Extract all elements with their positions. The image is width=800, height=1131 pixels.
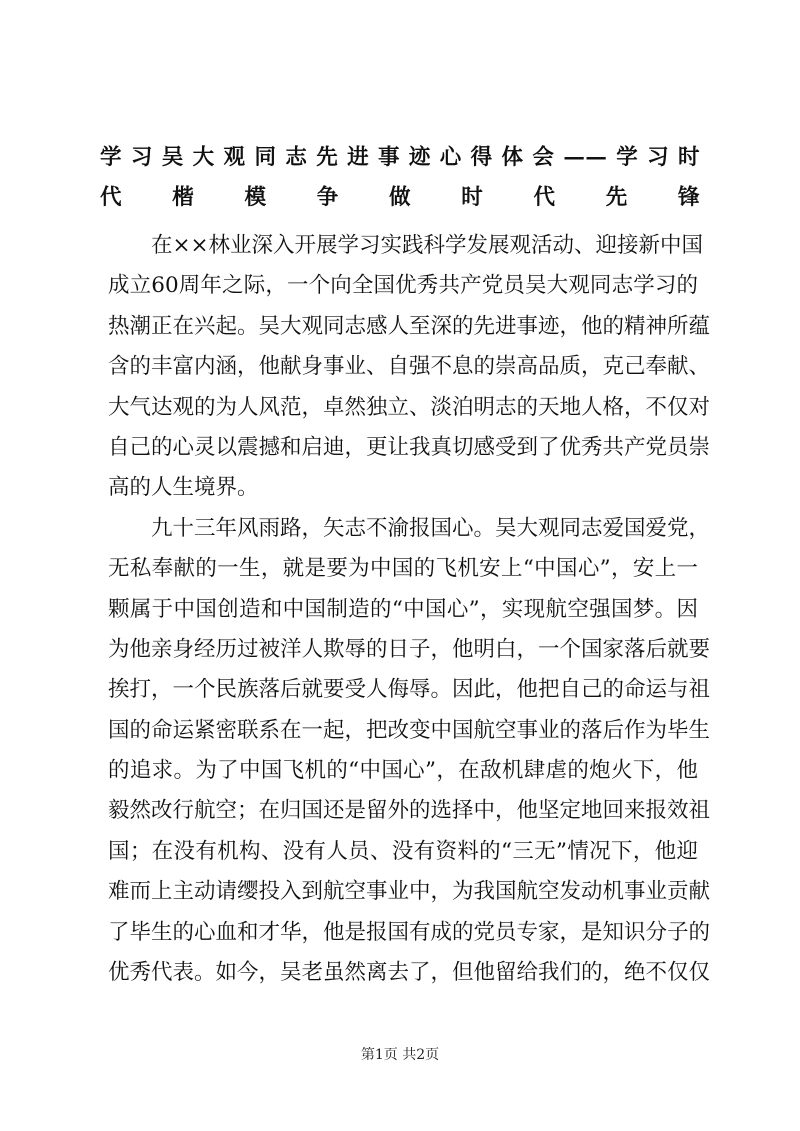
text-line: 高的人生境界。	[108, 475, 259, 501]
text-line: 含的丰富内涵，他献身事业、自强不息的崇高品质，克己奉献、	[108, 354, 711, 380]
page-footer: 第1页 共2页	[360, 1047, 440, 1063]
text-line: 难而上主动请缨投入到航空事业中，为我国航空发动机事业贡献	[108, 879, 711, 905]
paragraph-1	[108, 226, 711, 509]
text-line: 颗属于中国创造和中国制造的“中国心”，实现航空强国梦。因	[108, 596, 698, 622]
document-title	[100, 138, 700, 219]
text-line: 毅然改行航空；在归国还是留外的选择中，他坚定地回来报效祖	[108, 798, 711, 824]
text-line: 无私奉献的一生，就是要为中国的飞机安上“中国心”，安上一	[108, 556, 698, 582]
title-line: 代楷模争做时代先锋	[100, 185, 700, 211]
text-line: 优秀代表。如今，吴老虽然离去了，但他留给我们的，绝不仅仅	[108, 960, 711, 986]
text-line: 大气达观的为人风范，卓然独立、淡泊明志的天地人格，不仅对	[108, 394, 711, 420]
text-line: 在××林业深入开展学习实践科学发展观活动、迎接新中国	[151, 233, 704, 258]
text-line: 为他亲身经历过被洋人欺辱的日子，他明白，一个国家落后就要	[108, 636, 711, 662]
text-line: 热潮正在兴起。吴大观同志感人至深的先进事迹，他的精神所蕴	[108, 313, 711, 339]
text-line: 国；在没有机构、没有人员、没有资料的“三无”情况下，他迎	[108, 838, 698, 864]
text-line: 自己的心灵以震撼和启迪，更让我真切感受到了优秀共产党员崇	[108, 434, 711, 460]
title-line: 学习吴大观同志先进事迹心得体会——学习时	[100, 145, 700, 170]
text-line: 了毕生的心血和才华，他是报国有成的党员专家，是知识分子的	[108, 919, 711, 945]
paragraph-2	[108, 509, 711, 994]
text-line: 的追求。为了中国飞机的“中国心”，在敌机肆虐的炮火下，他	[108, 758, 698, 784]
text-line: 成立60周年之际，一个向全国优秀共产党员吴大观同志学习的	[108, 273, 698, 299]
text-line: 九十三年风雨路，矢志不渝报国心。吴大观同志爱国爱党，	[151, 515, 711, 541]
document-body	[108, 226, 711, 993]
text-line: 挨打，一个民族落后就要受人侮辱。因此，他把自己的命运与祖	[108, 677, 711, 703]
text-line: 国的命运紧密联系在一起，把改变中国航空事业的落后作为毕生	[108, 717, 711, 743]
